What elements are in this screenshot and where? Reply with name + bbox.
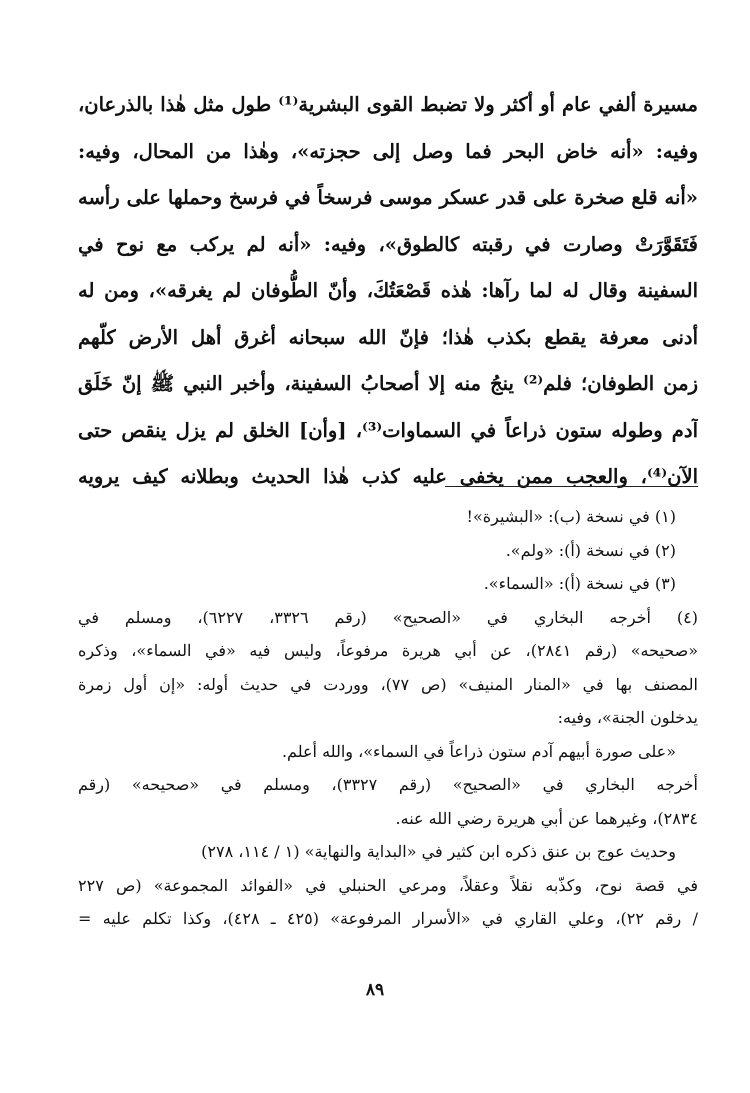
footnotes [78, 500, 698, 936]
footnote-1: (١) في نسخة (ب): «البشيرة»! [466, 507, 676, 526]
footnote-4-line-8: في قصة نوح، وكذّبه نقلاً وعقلاً، ومرعي الحنبلي في «الفوائد المجموعة» (ص ٢٢٧ [78, 875, 698, 895]
footnote-4-line-5: أخرجه البخاري في «الصحيح» (رقم ٣٣٢٧)، ومسلم في «صحيحه» (رقم [78, 775, 698, 794]
main-text-line-8: آدم وطوله ستون ذراعاً في السماوات⁽³⁾، [وأن] الخلق لم يزل ينقص حتى [78, 418, 698, 442]
footnote-4-line-7: وحديث عوج بن عنق ذكره ابن كثير في «البداية والنهاية» (١ / ١١٤، ٢٧٨) [201, 842, 676, 861]
page-number: ٨٩ [365, 980, 385, 1000]
footnote-3: (٣) في نسخة (أ): «السماء». [483, 574, 676, 593]
main-text [78, 82, 698, 501]
footnote-4-line-2: «صحيحه» (رقم ٢٨٤١)، عن أبي هريرة مرفوعاً، وليس فيه «في السماء»، وذكره [78, 641, 698, 660]
footnote-4-line-6: ٢٨٣٤)، وغيرهما عن أبي هريرة رضي الله عنه. [395, 808, 698, 828]
main-text-line-4: فَتَقَوَّرَتْ وصارت في رقبته كالطوق»، وفيه: «أنه لم يركب مع نوح في [78, 232, 698, 256]
footnote-separator [445, 486, 698, 487]
footnote-2: (٢) في نسخة (أ): «ولم». [505, 540, 676, 560]
footnote-4-line-3: المصنف بها في «المنار المنيف» (ص ٧٧)، ووردت في حديث أوله: «إن أول زمرة [78, 674, 698, 694]
main-text-line-7: زمن الطوفان؛ فلم⁽²⁾ ينجُ منه إلا أصحابُ السفينة، وأخبر النبي ﷺ إنّ خَلَق [78, 372, 698, 395]
main-text-line-6: أدنى معرفة يقطع بكذب هٰذا؛ فإنّ الله سبحانه أغرق أهل الأرض كلّهم [78, 325, 698, 349]
main-text-line-1: مسيرة ألفي عام أو أكثر ولا تضبط القوى البشرية⁽¹⁾ طول مثل هٰذا بالذرعان، [78, 93, 698, 116]
main-text-line-2: وفيه: «أنه خاض البحر فما وصل إلى حجزته»، وهٰذا من المحال، وفيه: [78, 139, 698, 163]
footnote-4-line-1: (٤) أخرجه البخاري في «الصحيح» (رقم ٣٣٢٦، ٦٢٢٧)، ومسلم في [78, 607, 698, 627]
main-text-line-5: السفينة وقال له لما رآها: هٰذه قَصْعَتُكَ، وأنّ الطُّوفان لم يغرقه»، ومن له [78, 279, 698, 302]
main-text-line-3: «أنه قلع صخرة على قدر عسكر موسى فرسخاً في فرسخ وحملها على رأسه [78, 186, 698, 209]
footnote-4-quote: «على صورة أبيهم آدم ستون ذراعاً في السماء»، والله أعلم. [281, 741, 676, 761]
footnote-4-line-4: يدخلون الجنة»، وفيه: [557, 708, 698, 727]
footnote-4-line-9: / رقم ٢٢)، وعلي القاري في «الأسرار المرفوعة» (٤٢٥ ـ ٤٢٨)، وكذا تكلم عليه = [78, 909, 698, 928]
main-text-line-9: الآن⁽⁴⁾، والعجب ممن يخفى عليه كذب هٰذا الحديث وبطلانه كيف يرويه [78, 465, 698, 488]
